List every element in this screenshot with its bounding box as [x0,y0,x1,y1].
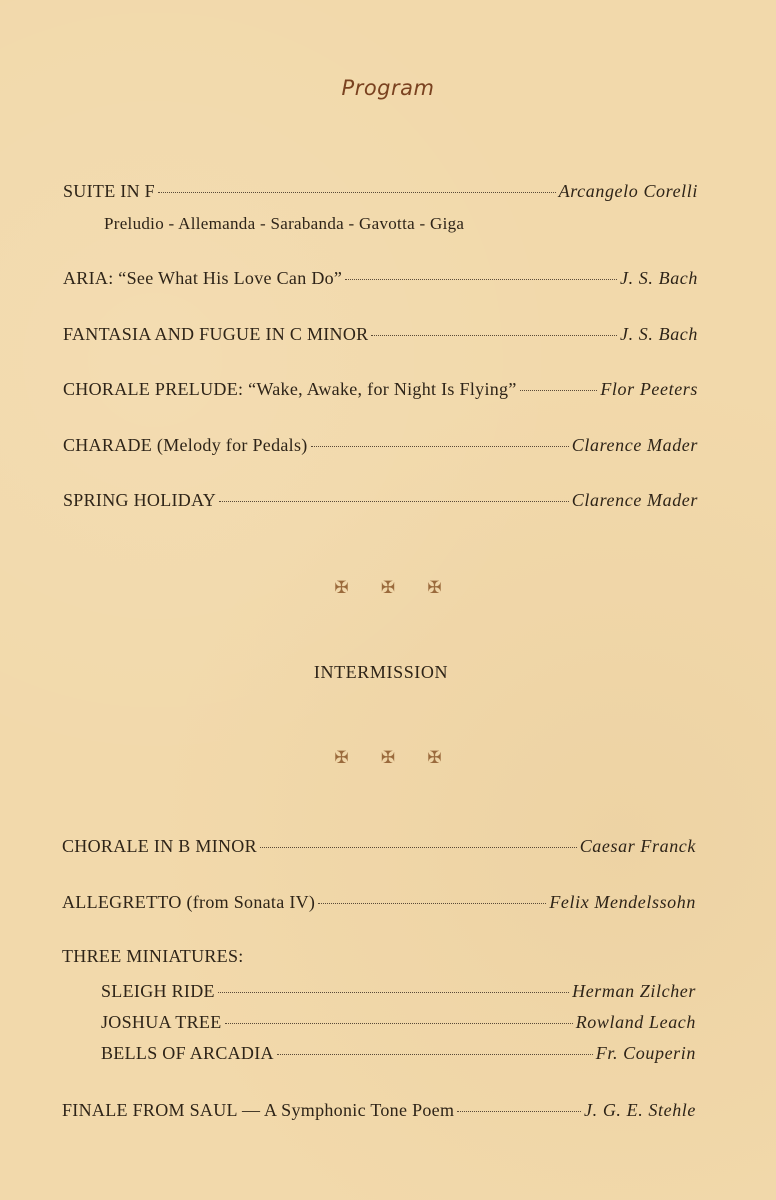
work-title: CHARADE (Melody for Pedals) [63,435,308,455]
work-title: BELLS OF ARCADIA [101,1043,274,1063]
work-title: SUITE IN F [63,181,155,201]
intermission-label: INTERMISSION [313,662,449,682]
ornament-row [0,578,776,598]
miniature-entry [101,1012,696,1033]
composer-name: J. S. Bach [620,268,698,288]
dot-leader [260,847,577,848]
composer-name: J. G. E. Stehle [584,1100,696,1120]
program-entry [63,181,698,202]
dot-leader [311,446,569,447]
work-title: ALLEGRETTO (from Sonata IV) [62,892,316,912]
composer-name: Flor Peeters [600,379,698,399]
dot-leader [457,1111,581,1112]
dot-leader [520,390,598,391]
work-title: SLEIGH RIDE [101,981,215,1001]
program-entry [62,836,696,857]
dot-leader [219,501,569,502]
program-entry [62,1100,696,1121]
ornament-row [0,748,776,768]
miniatures-heading: THREE MINIATURES: [62,946,244,966]
program-entry [62,892,696,913]
composer-name: Arcangelo Corelli [558,181,698,201]
cross-icon: ✠ [380,748,396,767]
composer-name: Caesar Franck [579,836,696,856]
miniature-entry [101,1043,696,1064]
cross-icon: ✠ [334,578,349,597]
program-entry [63,435,698,456]
program-entry [63,379,698,400]
composer-name: Clarence Mader [571,490,698,510]
dot-leader [277,1054,593,1055]
cross-icon: ✠ [380,578,396,597]
program-entry [63,490,698,511]
cross-icon: ✠ [427,578,442,597]
dot-leader [158,192,556,193]
composer-name: J. S. Bach [620,324,698,344]
cross-icon: ✠ [427,748,442,767]
miniature-entry [101,981,696,1002]
work-title: ARIA: “See What His Love Can Do” [63,268,343,288]
page-title: Program [341,76,435,100]
movements-list: Preludio - Allemanda - Sarabanda - Gavotta - Giga [104,214,465,233]
program-entry [63,324,698,345]
work-title: FINALE FROM SAUL — A Symphonic Tone Poem [62,1100,455,1120]
composer-name: Fr. Couperin [595,1043,696,1063]
composer-name: Herman Zilcher [572,981,696,1001]
dot-leader [371,335,617,336]
dot-leader [318,903,546,904]
work-title: CHORALE IN B MINOR [62,836,257,856]
cross-icon: ✠ [334,748,349,767]
composer-name: Rowland Leach [575,1012,696,1032]
work-title: SPRING HOLIDAY [63,490,217,510]
dot-leader [218,992,569,993]
dot-leader [345,279,617,280]
program-entry [63,268,698,289]
work-title: CHORALE PRELUDE: “Wake, Awake, for Night Is Flying” [63,379,517,399]
work-title: FANTASIA AND FUGUE IN C MINOR [63,324,369,344]
composer-name: Felix Mendelssohn [549,892,696,912]
work-title: JOSHUA TREE [101,1012,222,1032]
dot-leader [225,1023,573,1024]
composer-name: Clarence Mader [571,435,698,455]
